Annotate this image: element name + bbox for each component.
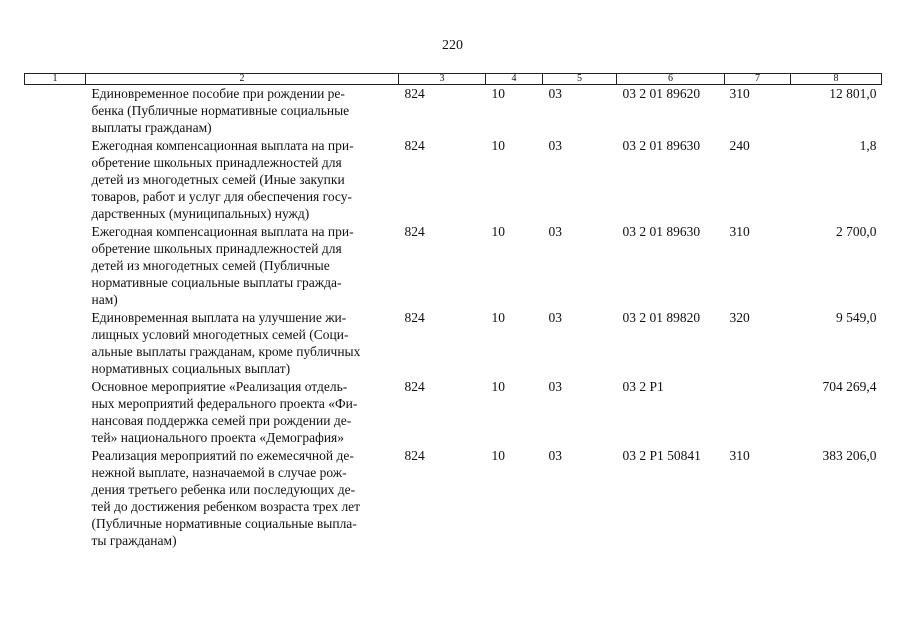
expense-name-line: детей из многодетных семей (Публичные xyxy=(91,258,330,273)
expense-name-cell xyxy=(86,85,399,138)
admin-code-cell: 824 xyxy=(404,448,425,463)
expense-name-line: тей до достижения ребенком возраста трех лет xyxy=(91,499,361,514)
amount-cell: 2 700,0 xyxy=(836,224,877,239)
column-number-6: 6 xyxy=(617,74,725,85)
amount-cell: 704 269,4 xyxy=(822,379,877,394)
section-code-cell: 10 xyxy=(491,138,505,153)
table-row xyxy=(25,223,882,309)
page-number: 220 xyxy=(442,38,463,53)
column-number-3: 3 xyxy=(399,74,486,85)
expense-name-cell xyxy=(86,309,399,378)
table-row xyxy=(25,85,882,138)
target-article-cell: 03 2 P1 50841 xyxy=(622,448,701,463)
table-row xyxy=(25,378,882,447)
subsection-code-cell: 03 xyxy=(548,138,562,153)
admin-code-cell: 824 xyxy=(404,310,425,325)
expense-name-cell xyxy=(86,447,399,550)
expense-type-cell: 310 xyxy=(729,224,750,239)
table-body xyxy=(25,85,882,551)
expense-name-line: нормативные социальные выплаты гражда- xyxy=(91,275,342,290)
expense-type-cell: 240 xyxy=(729,138,750,153)
row-number-cell xyxy=(25,223,86,309)
amount-cell: 383 206,0 xyxy=(822,448,877,463)
expense-name-line: Основное мероприятие «Реализация отдель- xyxy=(91,379,348,394)
expense-name-line: дения третьего ребенка или последующих де- xyxy=(91,482,356,497)
expense-name-line: обретение школьных принадлежностей для xyxy=(91,155,342,170)
expense-name-line: ных мероприятий федерального проекта «Фи- xyxy=(91,396,358,411)
section-code-cell: 10 xyxy=(491,448,505,463)
admin-code-cell: 824 xyxy=(404,379,425,394)
amount-cell: 9 549,0 xyxy=(836,310,877,325)
expense-name-line: ты гражданам) xyxy=(91,533,177,548)
expense-name-line: лищных условий многодетных семей (Соци- xyxy=(91,327,349,342)
expense-name-line: нежной выплате, назначаемой в случае рож- xyxy=(91,465,347,480)
expense-name-line: нормативных социальных выплат) xyxy=(91,361,291,376)
table-row xyxy=(25,447,882,550)
expense-type-cell: 310 xyxy=(729,86,750,101)
row-number-cell xyxy=(25,85,86,138)
admin-code-cell: 824 xyxy=(404,86,425,101)
expense-name-line: тей» национального проекта «Демография» xyxy=(91,430,344,445)
expense-name-line: Единовременная выплата на улучшение жи- xyxy=(91,310,347,325)
row-number-cell xyxy=(25,309,86,378)
expense-type-cell: 320 xyxy=(729,310,750,325)
expense-name-cell xyxy=(86,378,399,447)
subsection-code-cell: 03 xyxy=(548,224,562,239)
expense-name-line: нам) xyxy=(91,292,118,307)
section-code-cell: 10 xyxy=(491,310,505,325)
column-number-4: 4 xyxy=(486,74,543,85)
row-number-cell xyxy=(25,378,86,447)
subsection-code-cell: 03 xyxy=(548,86,562,101)
table-row xyxy=(25,309,882,378)
expense-name-line: обретение школьных принадлежностей для xyxy=(91,241,342,256)
table-header xyxy=(25,74,882,85)
expense-name-line: альные выплаты гражданам, кроме публичных xyxy=(91,344,361,359)
row-number-cell xyxy=(25,447,86,550)
column-number-8: 8 xyxy=(791,74,882,85)
expense-name-line: товаров, работ и услуг для обеспечения госу- xyxy=(91,189,352,204)
column-number-row xyxy=(25,74,882,85)
column-number-7: 7 xyxy=(725,74,791,85)
amount-cell: 12 801,0 xyxy=(829,86,877,101)
column-number-1: 1 xyxy=(25,74,86,85)
section-code-cell: 10 xyxy=(491,379,505,394)
admin-code-cell: 824 xyxy=(404,138,425,153)
expense-name-line: дарственных (муниципальных) нужд) xyxy=(91,206,310,221)
expense-name-line: Единовременное пособие при рождении ре- xyxy=(91,86,345,101)
section-code-cell: 10 xyxy=(491,224,505,239)
target-article-cell: 03 2 01 89820 xyxy=(622,310,701,325)
expense-name-line: Ежегодная компенсационная выплата на при- xyxy=(91,138,354,153)
column-number-5: 5 xyxy=(543,74,617,85)
subsection-code-cell: 03 xyxy=(548,448,562,463)
expense-name-cell xyxy=(86,223,399,309)
target-article-cell: 03 2 P1 xyxy=(622,379,664,394)
section-code-cell: 10 xyxy=(491,86,505,101)
target-article-cell: 03 2 01 89620 xyxy=(622,86,701,101)
expense-name-line: нансовая поддержка семей при рождении де- xyxy=(91,413,352,428)
target-article-cell: 03 2 01 89630 xyxy=(622,138,701,153)
row-number-cell xyxy=(25,137,86,223)
expense-name-cell xyxy=(86,137,399,223)
expense-name-line: (Публичные нормативные социальные выпла- xyxy=(91,516,357,531)
budget-table xyxy=(24,73,882,550)
subsection-code-cell: 03 xyxy=(548,379,562,394)
expense-name-line: выплаты гражданам) xyxy=(91,120,212,135)
column-number-2: 2 xyxy=(86,74,399,85)
expense-name-line: бенка (Публичные нормативные социальные xyxy=(91,103,350,118)
amount-cell: 1,8 xyxy=(859,138,877,153)
expense-name-line: Ежегодная компенсационная выплата на при- xyxy=(91,224,354,239)
expense-type-cell: 310 xyxy=(729,448,750,463)
expense-type-cell xyxy=(725,378,791,447)
expense-name-line: Реализация мероприятий по ежемесячной де- xyxy=(91,448,354,463)
expense-name-line: детей из многодетных семей (Иные закупки xyxy=(91,172,345,187)
subsection-code-cell: 03 xyxy=(548,310,562,325)
admin-code-cell: 824 xyxy=(404,224,425,239)
target-article-cell: 03 2 01 89630 xyxy=(622,224,701,239)
table-row xyxy=(25,137,882,223)
